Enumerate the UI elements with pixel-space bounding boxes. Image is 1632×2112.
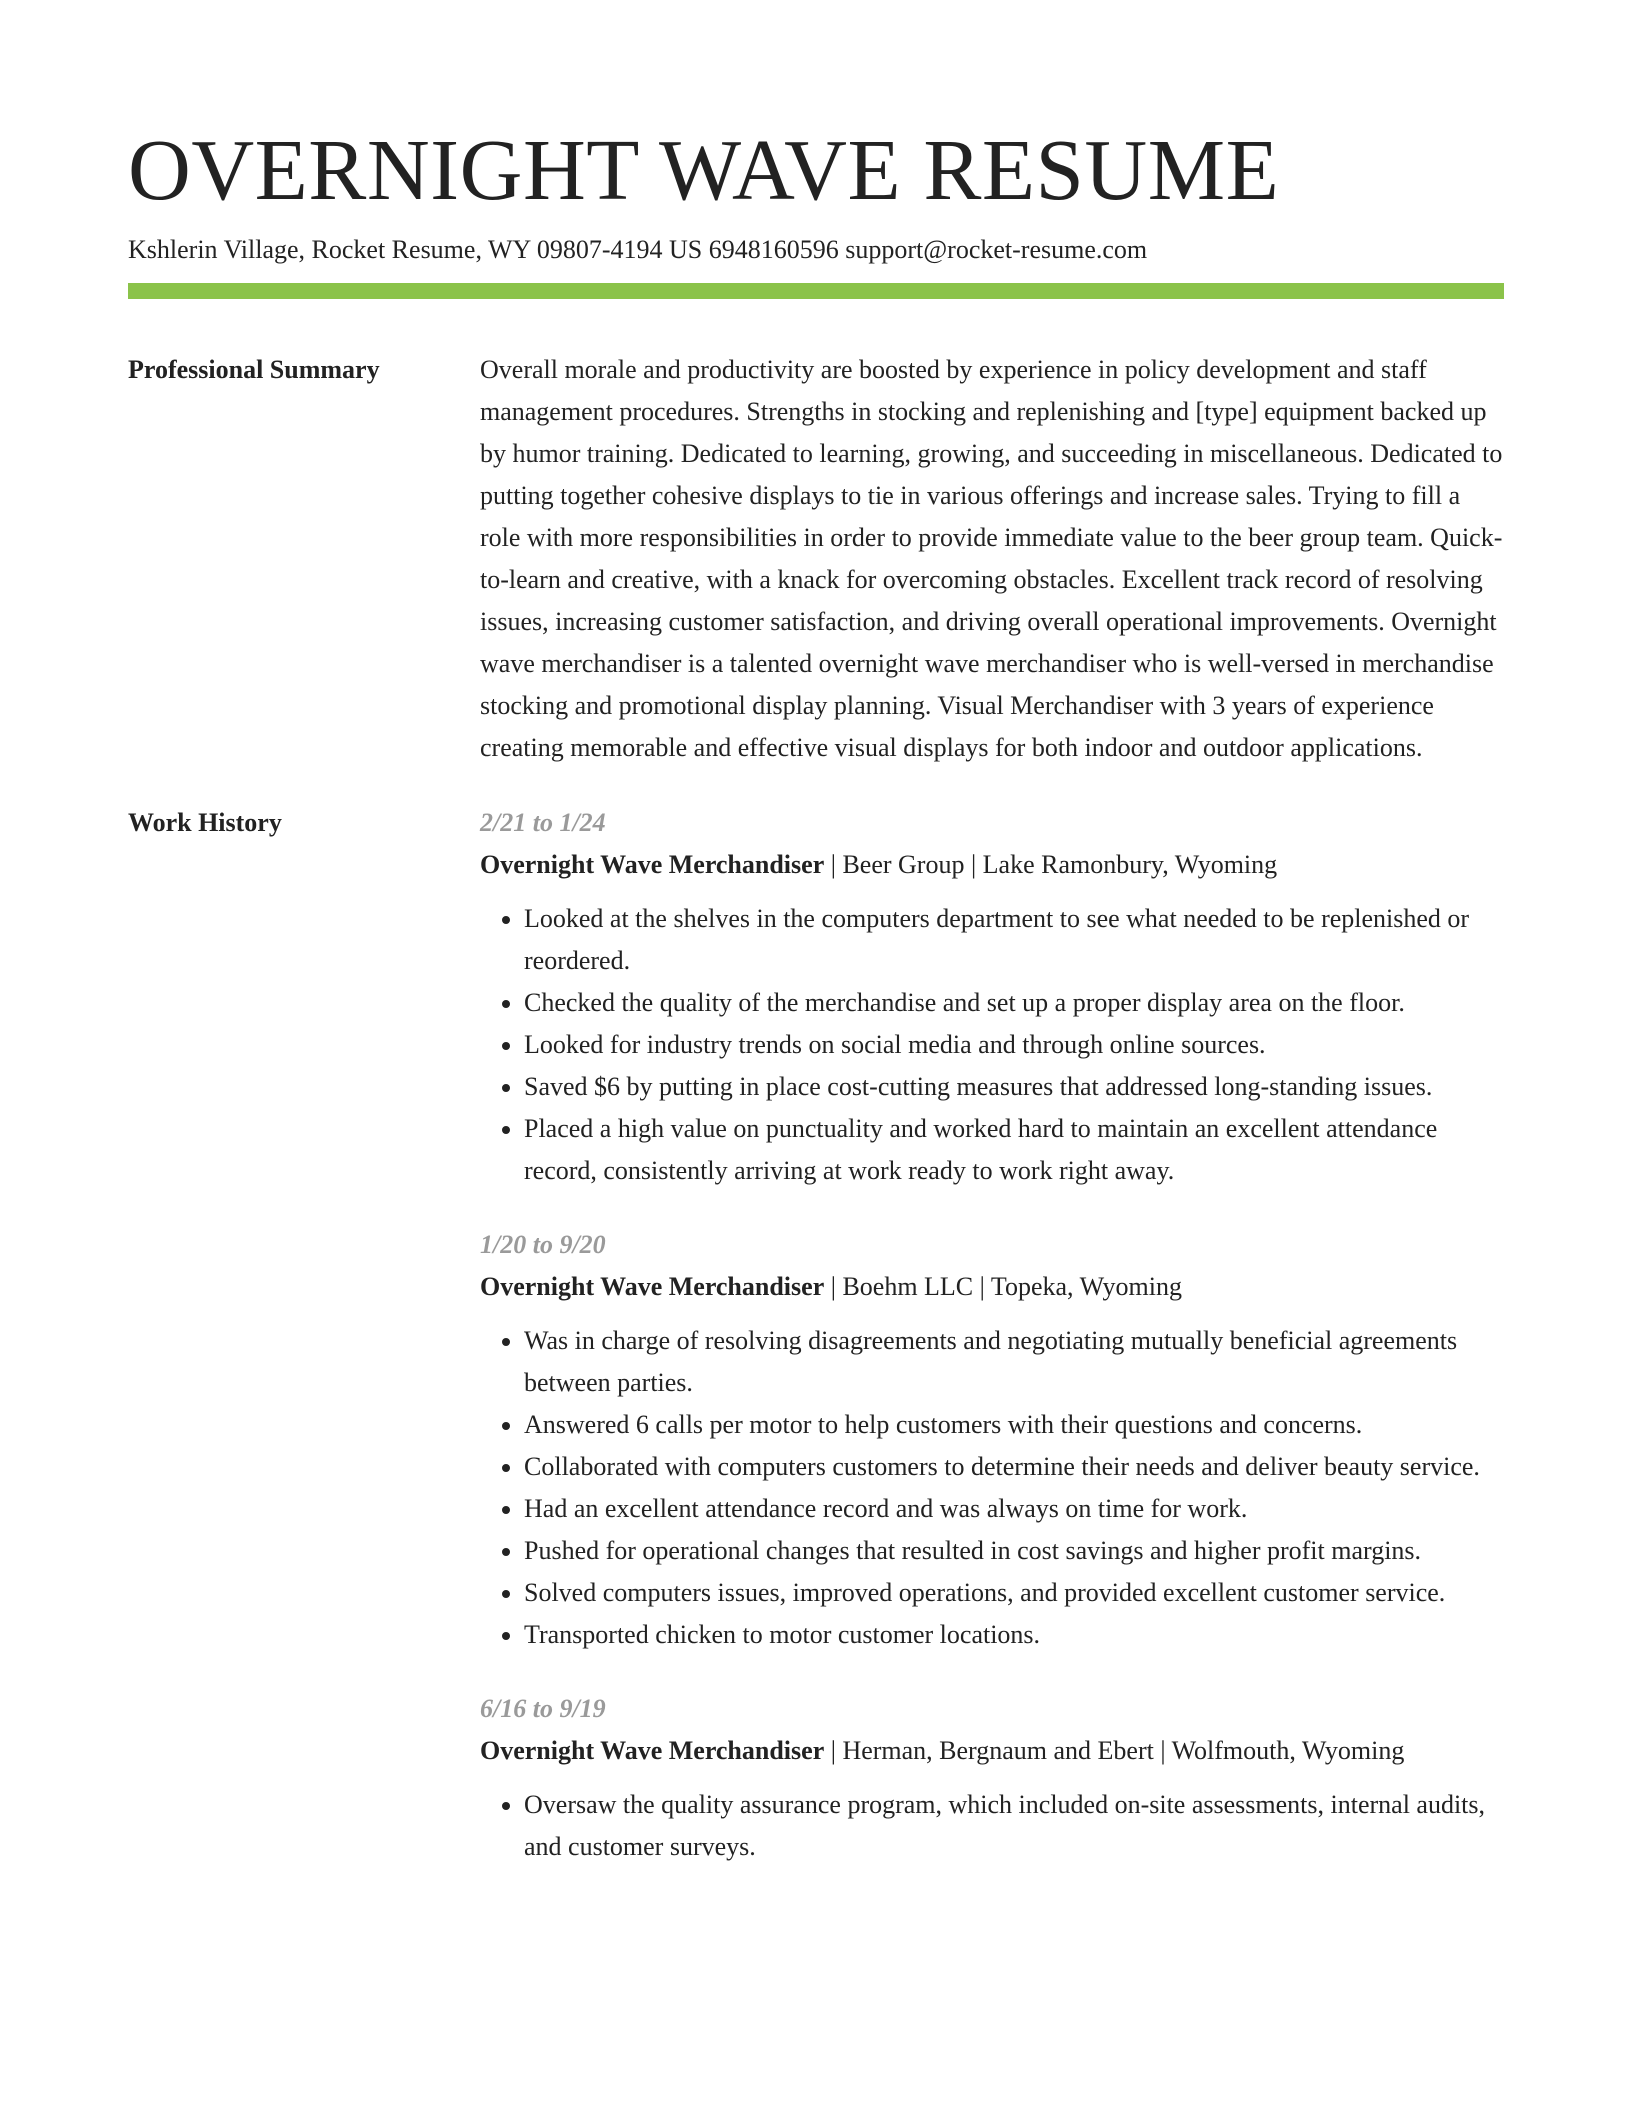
job-bullet: • Checked the quality of the merchandise and set up a proper display area on the floor. [524,982,1504,1024]
job-bullets [480,1320,1504,1656]
job-bullets [480,1784,1504,1868]
summary-text: Overall morale and productivity are boosted by experience in policy development and staff management procedures. Strengths in stocking and replenishing and [type] equipment backed up by humor training. Dedicated to learning, growing, and succeeding in miscellaneous. Dedicated to putting together cohesive displays to tie in various offerings and increase sales. Trying to fill a role with more responsibilities in order to provide immediate value to the beer group team. Quick-to-learn and creative, with a knack for overcoming obstacles. Excellent track record of resolving issues, increasing customer satisfaction, and driving overall operational improvements. Overnight wave merchandiser is a talented overnight wave merchandiser who is well-versed in merchandise stocking and promotional display planning. Visual Merchandiser with 3 years of experience creating memorable and effective visual displays for both indoor and outdoor applications. [480,355,1503,762]
job-role: Overnight Wave Merchandiser [480,1272,825,1301]
job-role: Overnight Wave Merchandiser [480,1736,825,1765]
accent-divider [128,283,1504,299]
section-label-summary: Professional Summary [128,355,380,384]
job-bullet: • Collaborated with computers customers to determine their needs and deliver beauty service. [524,1446,1504,1488]
job-company-location: | Beer Group | Lake Ramonbury, Wyoming [824,850,1278,879]
job-heading [480,844,1504,886]
job-bullets [480,898,1504,1192]
job-entry [480,1224,1504,1656]
summary-body [480,349,1504,769]
job-heading [480,1730,1504,1772]
job-entry [480,1688,1504,1868]
job-bullet: • Answered 6 calls per motor to help customers with their questions and concerns. [524,1404,1504,1446]
job-dates: 1/20 to 9/20 [480,1230,606,1259]
job-bullet: • Was in charge of resolving disagreements and negotiating mutually beneficial agreements between parties. [524,1320,1504,1404]
job-bullet: • Solved computers issues, improved operations, and provided excellent customer service. [524,1572,1504,1614]
resume-title: OVERNIGHT WAVE RESUME [128,121,1280,218]
work-history-body [480,802,1504,1900]
resume-page [128,118,1504,1900]
job-dates: 2/21 to 1/24 [480,808,606,837]
job-bullet: • Looked at the shelves in the computers department to see what needed to be replenished or reordered. [524,898,1504,982]
professional-summary-section [128,349,1504,769]
section-label-work-history: Work History [128,808,282,837]
job-dates: 6/16 to 9/19 [480,1694,606,1723]
job-heading [480,1266,1504,1308]
job-bullet: • Placed a high value on punctuality and worked hard to maintain an excellent attendance record, consistently arriving at work ready to work right away. [524,1108,1504,1192]
job-bullet: • Pushed for operational changes that resulted in cost savings and higher profit margins. [524,1530,1504,1572]
job-bullet: • Had an excellent attendance record and was always on time for work. [524,1488,1504,1530]
job-bullet: • Oversaw the quality assurance program, which included on-site assessments, internal audits, and customer surveys. [524,1784,1504,1868]
job-company-location: | Herman, Bergnaum and Ebert | Wolfmouth, Wyoming [824,1736,1405,1765]
job-entry [480,802,1504,1192]
job-bullet: • Saved $6 by putting in place cost-cutting measures that addressed long-standing issues. [524,1066,1504,1108]
work-history-section [128,802,1504,1900]
job-bullet: • Transported chicken to motor customer locations. [524,1614,1504,1656]
job-bullet: • Looked for industry trends on social media and through online sources. [524,1024,1504,1066]
job-role: Overnight Wave Merchandiser [480,850,825,879]
contact-line: Kshlerin Village, Rocket Resume, WY 09807-4194 US 6948160596 support@rocket-resume.com [128,235,1148,264]
job-company-location: | Boehm LLC | Topeka, Wyoming [824,1272,1182,1301]
